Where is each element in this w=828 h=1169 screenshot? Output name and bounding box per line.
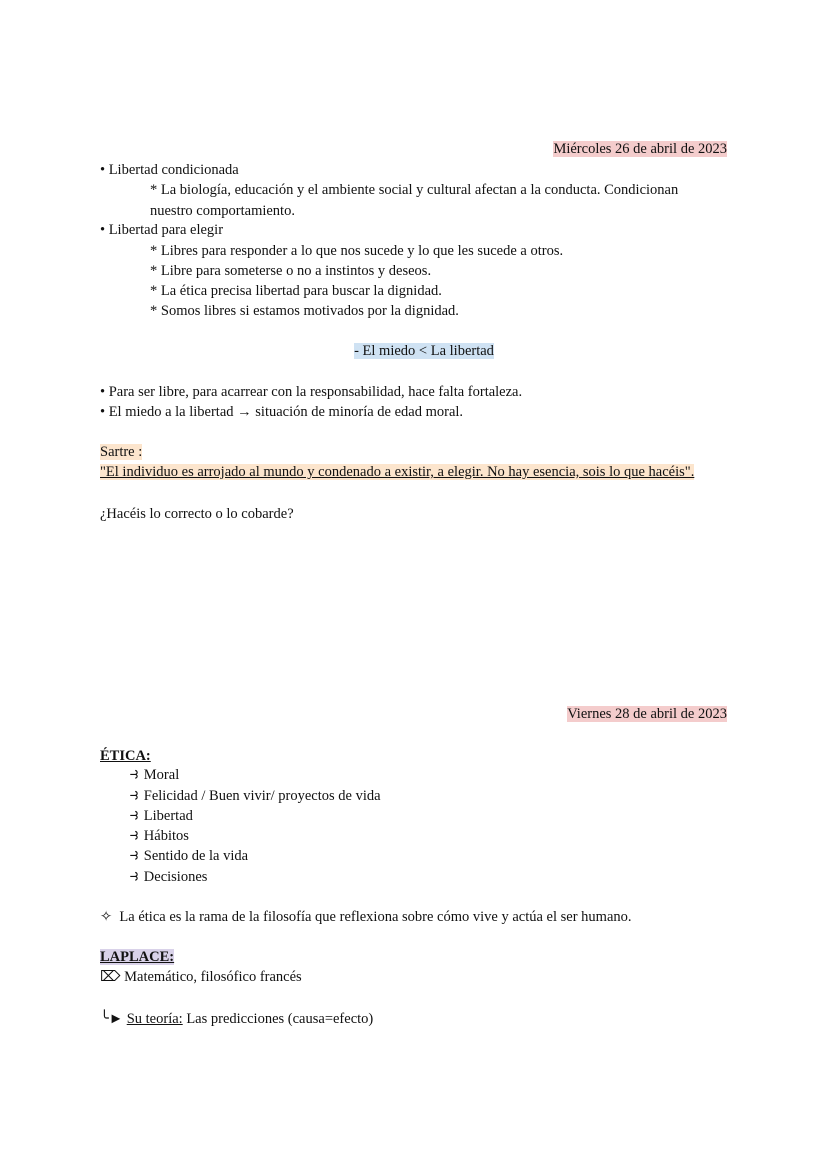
- laplace-heading: LAPLACE:: [100, 949, 175, 965]
- list-item: • Libertad condicionada: [100, 162, 239, 178]
- pointer-arrow-icon: ╰►: [100, 1011, 124, 1027]
- list-item-continuation: nuestro comportamiento.: [150, 203, 295, 219]
- list-item: ⥽ Hábitos: [128, 828, 189, 844]
- curved-arrow-icon: ⥽: [128, 788, 141, 804]
- laplace-description: ⌦ Matemático, filosófico francés: [100, 969, 302, 985]
- list-item: ⥽ Moral: [128, 767, 180, 783]
- list-item: ⥽ Decisiones: [128, 869, 208, 885]
- curved-arrow-icon: ⥽: [128, 828, 141, 844]
- point-line: • Para ser libre, para acarrear con la responsabilidad, hace falta fortaleza.: [100, 384, 523, 400]
- date-heading: Viernes 28 de abril de 2023: [567, 706, 727, 722]
- definition-line: ✧ La ética es la rama de la filosofía que reflexiona sobre cómo vive y actúa el ser humano.: [100, 909, 632, 925]
- theory-line: ╰► Su teoría: Las predicciones (causa=efecto): [100, 1011, 374, 1027]
- list-item: * Libre para someterse o no a instintos y deseos.: [150, 263, 432, 279]
- question-line: ¿Hacéis lo correcto o lo cobarde?: [100, 506, 294, 522]
- curved-arrow-icon: ⥽: [128, 767, 141, 783]
- list-item: ⥽ Libertad: [128, 808, 193, 824]
- list-item: ⥽ Sentido de la vida: [128, 848, 249, 864]
- curved-arrow-icon: ⥽: [128, 848, 141, 864]
- list-item: * La ética precisa libertad para buscar la dignidad.: [150, 283, 442, 299]
- etica-heading: ÉTICA:: [100, 748, 151, 764]
- list-item: * Somos libres si estamos motivados por la dignidad.: [150, 303, 459, 319]
- tag-icon: ⌦: [100, 969, 121, 985]
- date-heading: Miércoles 26 de abril de 2023: [553, 141, 727, 157]
- curved-arrow-icon: ⥽: [128, 808, 141, 824]
- sartre-quote: "El individuo es arrojado al mundo y condenado a existir, a elegir. No hay esencia, sois lo que hacéis".: [100, 464, 695, 480]
- list-item: * La biología, educación y el ambiente social y cultural afectan a la conducta. Condicionan: [150, 182, 679, 198]
- sartre-label: Sartre :: [100, 444, 143, 460]
- list-item: • Libertad para elegir: [100, 222, 224, 238]
- center-statement: - El miedo < La libertad: [354, 343, 494, 359]
- sparkle-icon: ✧: [100, 909, 113, 925]
- point-line: • El miedo a la libertad → situación de minoría de edad moral.: [100, 404, 464, 420]
- curved-arrow-icon: ⥽: [128, 869, 141, 885]
- list-item: * Libres para responder a lo que nos sucede y lo que les sucede a otros.: [150, 243, 564, 259]
- list-item: ⥽ Felicidad / Buen vivir/ proyectos de vida: [128, 788, 381, 804]
